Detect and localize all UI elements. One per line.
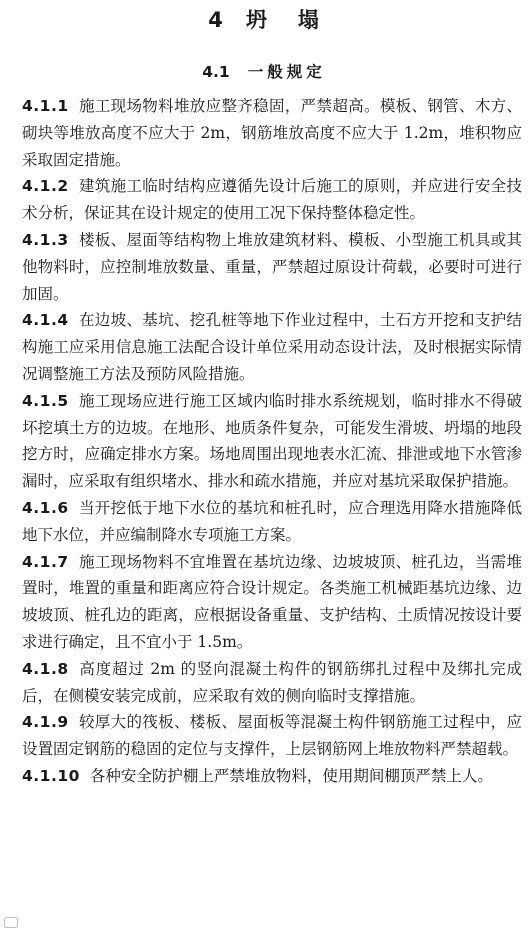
clause-text: 较厚大的筏板、楼板、屋面板等混凝土构件钢筋施工过程中，应设置固定钢筋的稳固的定位与支撑件，上层钢筋网上堆放物料严禁超载。 <box>22 713 522 759</box>
watermark-logo-icon <box>4 917 18 928</box>
chapter-title-char-2: 塌 <box>297 8 320 32</box>
clause-text: 楼板、屋面等结构物上堆放建筑材料、模板、小型施工机具或其他物料时，应控制堆放数量、重量，严禁超过原设计荷载，必要时可进行加固。 <box>22 230 522 303</box>
clause-4-1-1 <box>22 93 522 173</box>
clause-text: 施工现场物料不宜堆置在基坑边缘、边坡坡顶、桩孔边，当需堆置时，堆置的重量和距离应符合设计规定。各类施工机械距基坑边缘、边坡坡顶、桩孔边的距离，应根据设备重量、支护结构、土质情况按设计要求进行确定，且不宜小于 1.5m。 <box>22 552 522 651</box>
clause-text: 建筑施工临时结构应遵循先设计后施工的原则，并应进行安全技术分析，保证其在设计规定的使用工况下保持整体稳定性。 <box>22 177 522 223</box>
clause-4-1-8 <box>22 656 522 710</box>
clause-text: 在边坡、基坑、挖孔桩等地下作业过程中，土石方开挖和支护结构施工应采用信息施工法配合设计单位采用动态设计法，及时根据实际情况调整施工方法及预防风险措施。 <box>22 311 522 383</box>
clause-number: 4.1.2 <box>22 177 69 196</box>
clause-number: 4.1.3 <box>22 230 69 249</box>
clause-4-1-7 <box>22 549 522 656</box>
clause-number: 4.1.1 <box>22 97 69 115</box>
chapter-number: 4 <box>208 8 224 32</box>
chapter-title-char-1: 坍 <box>245 8 268 32</box>
clause-list <box>22 93 522 790</box>
clause-number: 4.1.5 <box>22 391 69 410</box>
clause-text: 高度超过 2m 的竖向混凝土构件的钢筋绑扎过程中及绑扎完成后，在侧模安装完成前，应采取有效的侧向临时支撑措施。 <box>22 659 522 705</box>
clause-text: 施工现场物料堆放应整齐稳固，严禁超高。模板、钢管、木方、砌块等堆放高度不应大于 2m，钢筋堆放高度不应大于 1.2m，堆积物应采取固定措施。 <box>22 97 522 169</box>
clause-number: 4.1.4 <box>22 311 69 330</box>
clause-number: 4.1.9 <box>22 713 69 732</box>
clause-number: 4.1.10 <box>22 766 80 785</box>
clause-4-1-6 <box>22 495 522 549</box>
clause-4-1-2 <box>22 173 522 227</box>
clause-4-1-4 <box>22 307 522 387</box>
clause-number: 4.1.6 <box>22 498 69 517</box>
chapter-title <box>0 4 528 34</box>
section-title-text: 一般规定 <box>247 63 326 81</box>
clause-text: 施工现场应进行施工区域内临时排水系统规划，临时排水不得破坏挖填土方的边坡。在地形、地质条件复杂，可能发生滑坡、坍塌的地段挖方时，应确定排水方案。场地周围出现地表水汇流、排泄或地下水管渗漏时，应采取有组织堵水、排水和疏水措施，并应对基坑采取保护措施。 <box>22 391 522 491</box>
clause-number: 4.1.7 <box>22 552 69 571</box>
clause-4-1-3 <box>22 227 522 307</box>
section-number: 4.1 <box>202 63 230 81</box>
clause-text: 当开挖低于地下水位的基坑和桩孔时，应合理选用降水措施降低地下水位，并应编制降水专项施工方案。 <box>22 498 522 544</box>
clause-text: 各种安全防护棚上严禁堆放物料，使用期间棚顶严禁上人。 <box>89 766 493 785</box>
clause-number: 4.1.8 <box>22 659 69 678</box>
section-title <box>0 60 528 82</box>
watermark <box>4 917 18 928</box>
clause-4-1-9 <box>22 709 522 763</box>
clause-4-1-5 <box>22 388 522 495</box>
clause-4-1-10 <box>22 763 522 790</box>
